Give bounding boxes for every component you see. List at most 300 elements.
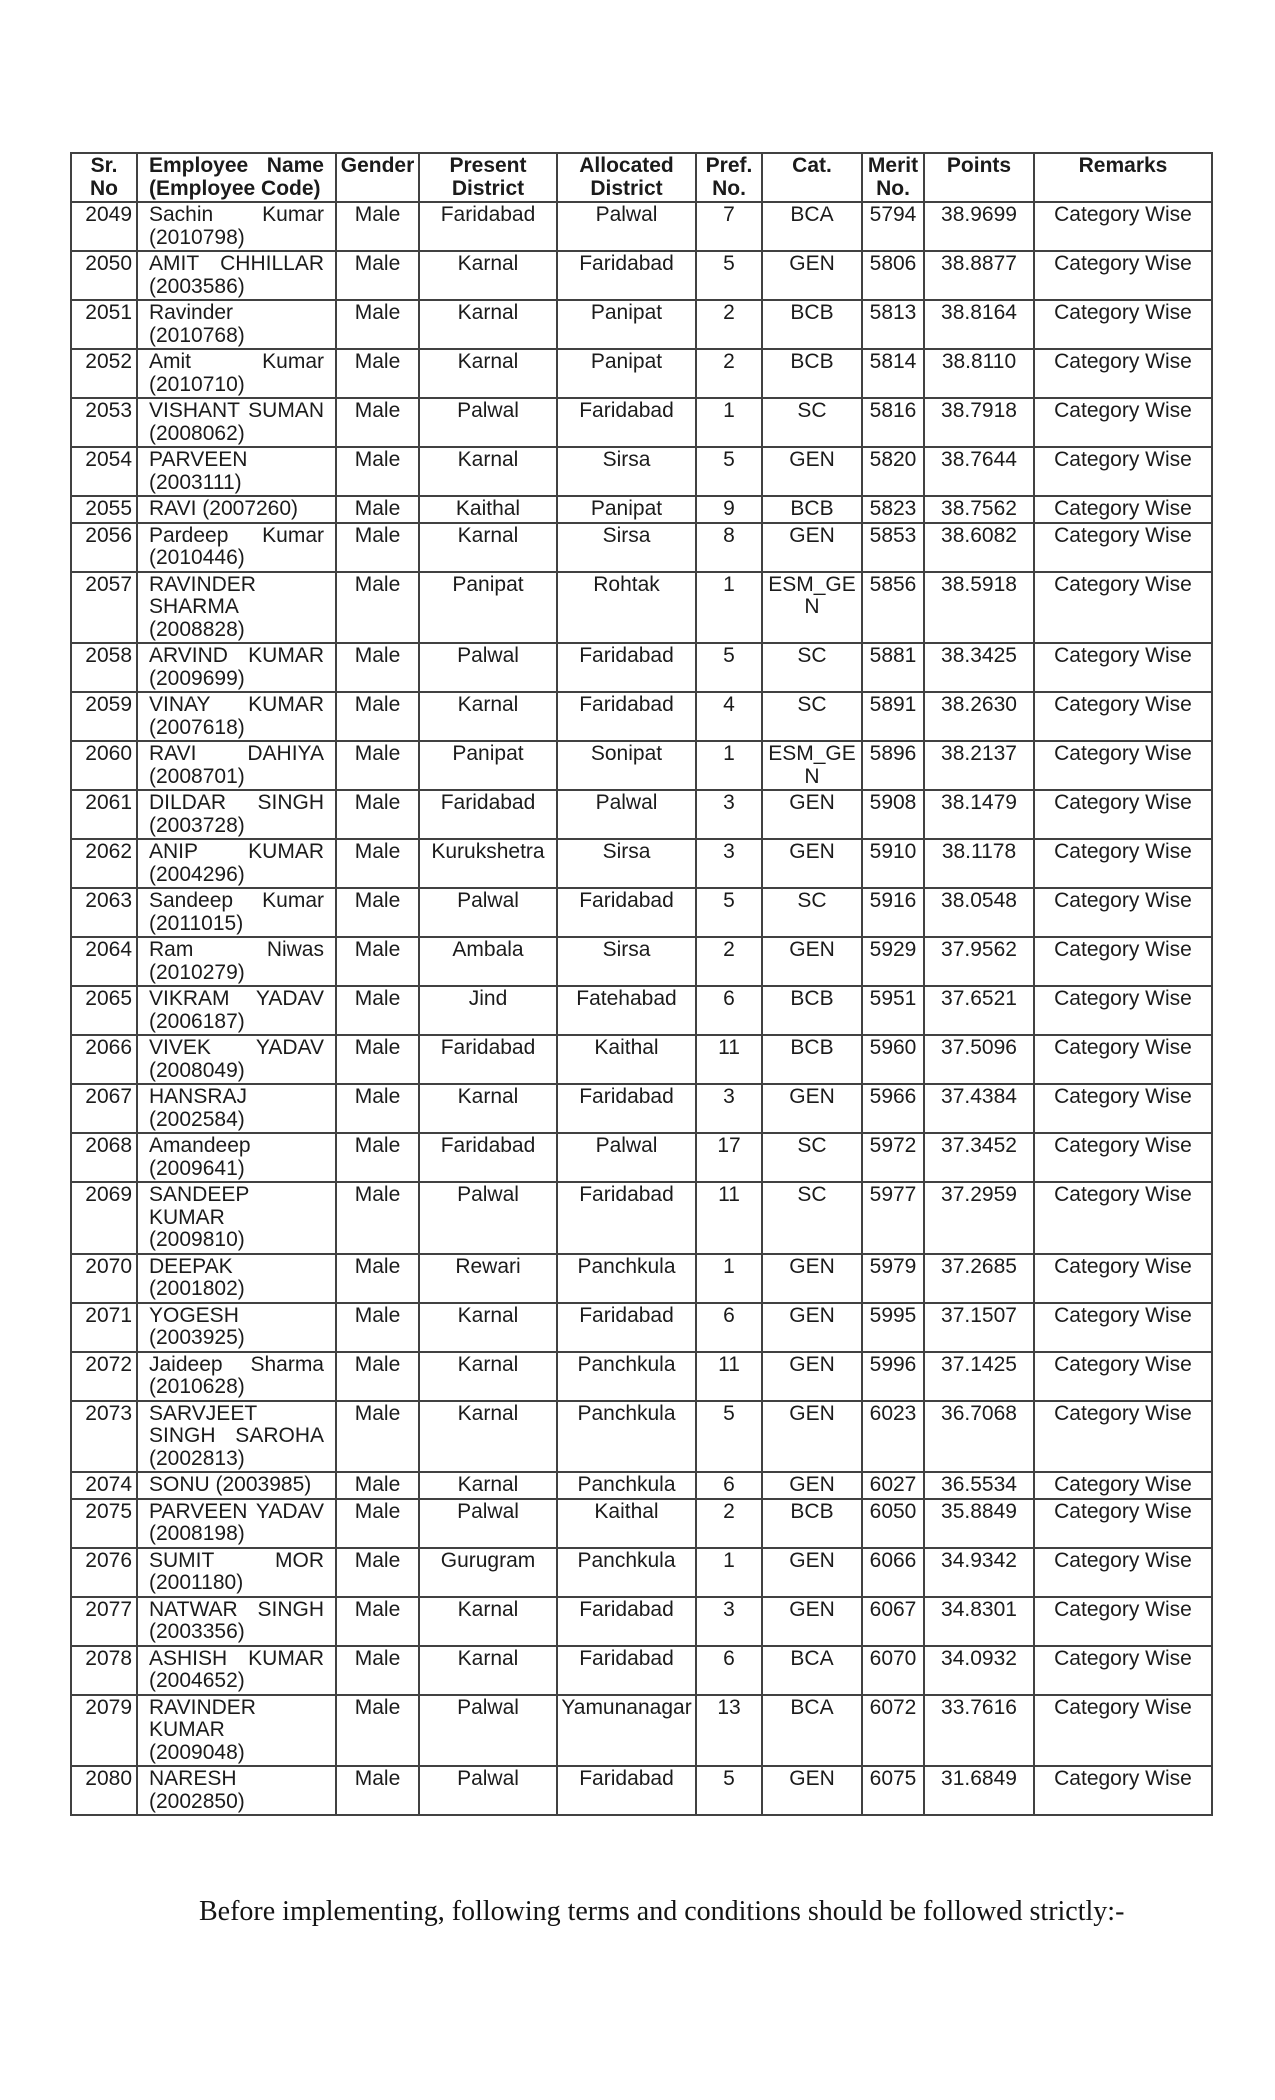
cell-merit-no: 6067 <box>862 1597 924 1646</box>
cell-present-district: Faridabad <box>419 1133 557 1182</box>
table-row <box>71 251 1212 300</box>
cell-remarks: Category Wise <box>1034 692 1212 741</box>
cell-cat: ESM_GEN <box>762 572 862 644</box>
cell-employee-name: SUMIT MOR (2001180) <box>137 1548 336 1597</box>
cell-present-district: Palwal <box>419 643 557 692</box>
cell-gender: Male <box>336 1499 419 1548</box>
cell-points: 38.7644 <box>924 447 1034 496</box>
cell-gender: Male <box>336 398 419 447</box>
cell-gender: Male <box>336 251 419 300</box>
cell-employee-name: VIKRAM YADAV (2006187) <box>137 986 336 1035</box>
cell-cat: GEN <box>762 839 862 888</box>
cell-sr-no: 2066 <box>71 1035 137 1084</box>
cell-sr-no: 2070 <box>71 1254 137 1303</box>
cell-gender: Male <box>336 523 419 572</box>
header-gender: Gender <box>336 153 419 202</box>
table-row <box>71 790 1212 839</box>
cell-present-district: Panipat <box>419 572 557 644</box>
cell-present-district: Faridabad <box>419 202 557 251</box>
cell-allocated-district: Palwal <box>557 202 696 251</box>
cell-gender: Male <box>336 1646 419 1695</box>
cell-sr-no: 2055 <box>71 496 137 523</box>
cell-cat: BCB <box>762 496 862 523</box>
cell-merit-no: 5896 <box>862 741 924 790</box>
cell-points: 38.7562 <box>924 496 1034 523</box>
cell-allocated-district: Panchkula <box>557 1254 696 1303</box>
cell-sr-no: 2074 <box>71 1472 137 1499</box>
cell-gender: Male <box>336 1133 419 1182</box>
cell-allocated-district: Faridabad <box>557 1303 696 1352</box>
cell-allocated-district: Palwal <box>557 790 696 839</box>
cell-pref-no: 5 <box>696 447 762 496</box>
cell-merit-no: 6023 <box>862 1401 924 1473</box>
cell-merit-no: 5820 <box>862 447 924 496</box>
cell-present-district: Karnal <box>419 300 557 349</box>
cell-sr-no: 2054 <box>71 447 137 496</box>
cell-cat: BCA <box>762 1646 862 1695</box>
cell-points: 34.0932 <box>924 1646 1034 1695</box>
cell-present-district: Ambala <box>419 937 557 986</box>
cell-remarks: Category Wise <box>1034 496 1212 523</box>
cell-pref-no: 5 <box>696 643 762 692</box>
cell-cat: GEN <box>762 1472 862 1499</box>
cell-points: 34.9342 <box>924 1548 1034 1597</box>
cell-remarks: Category Wise <box>1034 447 1212 496</box>
cell-gender: Male <box>336 790 419 839</box>
cell-employee-name: SANDEEP KUMAR (2009810) <box>137 1182 336 1254</box>
cell-cat: GEN <box>762 937 862 986</box>
cell-employee-name: SONU (2003985) <box>137 1472 336 1499</box>
cell-employee-name: RAVINDER SHARMA (2008828) <box>137 572 336 644</box>
cell-pref-no: 3 <box>696 790 762 839</box>
cell-pref-no: 6 <box>696 1646 762 1695</box>
cell-sr-no: 2059 <box>71 692 137 741</box>
cell-merit-no: 6066 <box>862 1548 924 1597</box>
table-row <box>71 839 1212 888</box>
cell-remarks: Category Wise <box>1034 1182 1212 1254</box>
cell-pref-no: 6 <box>696 986 762 1035</box>
cell-cat: GEN <box>762 1766 862 1815</box>
header-merit-no: Merit No. <box>862 153 924 202</box>
cell-points: 38.8110 <box>924 349 1034 398</box>
cell-employee-name: SARVJEET SINGH SAROHA (2002813) <box>137 1401 336 1473</box>
cell-pref-no: 7 <box>696 202 762 251</box>
cell-remarks: Category Wise <box>1034 790 1212 839</box>
cell-cat: GEN <box>762 1303 862 1352</box>
cell-employee-name: HANSRAJ (2002584) <box>137 1084 336 1133</box>
cell-sr-no: 2078 <box>71 1646 137 1695</box>
cell-points: 37.6521 <box>924 986 1034 1035</box>
cell-allocated-district: Yamunanagar <box>557 1695 696 1767</box>
cell-merit-no: 5979 <box>862 1254 924 1303</box>
cell-merit-no: 5853 <box>862 523 924 572</box>
cell-employee-name: ANIP KUMAR (2004296) <box>137 839 336 888</box>
cell-remarks: Category Wise <box>1034 1499 1212 1548</box>
cell-sr-no: 2052 <box>71 349 137 398</box>
cell-points: 38.1479 <box>924 790 1034 839</box>
cell-present-district: Karnal <box>419 1597 557 1646</box>
table-row <box>71 1133 1212 1182</box>
cell-employee-name: RAVI DAHIYA (2008701) <box>137 741 336 790</box>
cell-pref-no: 8 <box>696 523 762 572</box>
cell-merit-no: 5929 <box>862 937 924 986</box>
cell-points: 38.2630 <box>924 692 1034 741</box>
cell-sr-no: 2063 <box>71 888 137 937</box>
cell-gender: Male <box>336 300 419 349</box>
cell-gender: Male <box>336 1766 419 1815</box>
cell-gender: Male <box>336 202 419 251</box>
cell-merit-no: 6070 <box>862 1646 924 1695</box>
cell-employee-name: Jaideep Sharma (2010628) <box>137 1352 336 1401</box>
cell-pref-no: 5 <box>696 888 762 937</box>
cell-pref-no: 3 <box>696 1597 762 1646</box>
table-row <box>71 1401 1212 1473</box>
cell-pref-no: 11 <box>696 1035 762 1084</box>
cell-present-district: Rewari <box>419 1254 557 1303</box>
cell-merit-no: 5881 <box>862 643 924 692</box>
table-row <box>71 1548 1212 1597</box>
cell-merit-no: 6027 <box>862 1472 924 1499</box>
cell-allocated-district: Panchkula <box>557 1548 696 1597</box>
cell-present-district: Kaithal <box>419 496 557 523</box>
cell-cat: BCB <box>762 986 862 1035</box>
header-allocated-district: Allocated District <box>557 153 696 202</box>
cell-sr-no: 2056 <box>71 523 137 572</box>
cell-pref-no: 2 <box>696 300 762 349</box>
cell-gender: Male <box>336 1548 419 1597</box>
table-header <box>71 153 1212 202</box>
cell-gender: Male <box>336 1401 419 1473</box>
cell-allocated-district: Faridabad <box>557 692 696 741</box>
cell-points: 33.7616 <box>924 1695 1034 1767</box>
cell-merit-no: 5977 <box>862 1182 924 1254</box>
cell-points: 38.0548 <box>924 888 1034 937</box>
cell-allocated-district: Sonipat <box>557 741 696 790</box>
allocation-table <box>70 152 1213 1816</box>
cell-employee-name: VINAY KUMAR (2007618) <box>137 692 336 741</box>
cell-employee-name: Amit Kumar (2010710) <box>137 349 336 398</box>
cell-remarks: Category Wise <box>1034 572 1212 644</box>
cell-merit-no: 6050 <box>862 1499 924 1548</box>
cell-pref-no: 3 <box>696 1084 762 1133</box>
cell-cat: SC <box>762 1133 862 1182</box>
cell-pref-no: 6 <box>696 1472 762 1499</box>
cell-cat: BCB <box>762 300 862 349</box>
cell-pref-no: 4 <box>696 692 762 741</box>
cell-present-district: Karnal <box>419 1472 557 1499</box>
cell-allocated-district: Panchkula <box>557 1352 696 1401</box>
cell-employee-name: Pardeep Kumar (2010446) <box>137 523 336 572</box>
cell-pref-no: 11 <box>696 1182 762 1254</box>
table-row <box>71 888 1212 937</box>
cell-employee-name: PARVEEN YADAV (2008198) <box>137 1499 336 1548</box>
cell-allocated-district: Sirsa <box>557 937 696 986</box>
cell-merit-no: 5972 <box>862 1133 924 1182</box>
table-row <box>71 1646 1212 1695</box>
cell-pref-no: 5 <box>696 1766 762 1815</box>
cell-allocated-district: Panchkula <box>557 1472 696 1499</box>
cell-merit-no: 6072 <box>862 1695 924 1767</box>
cell-merit-no: 5856 <box>862 572 924 644</box>
cell-present-district: Palwal <box>419 888 557 937</box>
cell-employee-name: RAVI (2007260) <box>137 496 336 523</box>
cell-pref-no: 1 <box>696 741 762 790</box>
cell-allocated-district: Kaithal <box>557 1499 696 1548</box>
cell-present-district: Faridabad <box>419 1035 557 1084</box>
cell-sr-no: 2077 <box>71 1597 137 1646</box>
cell-cat: GEN <box>762 1597 862 1646</box>
table-row <box>71 1499 1212 1548</box>
cell-merit-no: 5814 <box>862 349 924 398</box>
cell-employee-name: VIVEK YADAV (2008049) <box>137 1035 336 1084</box>
cell-pref-no: 3 <box>696 839 762 888</box>
cell-cat: BCB <box>762 349 862 398</box>
cell-gender: Male <box>336 643 419 692</box>
cell-gender: Male <box>336 839 419 888</box>
table-header-row <box>71 153 1212 202</box>
cell-present-district: Gurugram <box>419 1548 557 1597</box>
cell-merit-no: 5960 <box>862 1035 924 1084</box>
cell-remarks: Category Wise <box>1034 1472 1212 1499</box>
table-row <box>71 1254 1212 1303</box>
cell-points: 37.2685 <box>924 1254 1034 1303</box>
cell-points: 37.1507 <box>924 1303 1034 1352</box>
cell-remarks: Category Wise <box>1034 1352 1212 1401</box>
table-row <box>71 1695 1212 1767</box>
cell-points: 38.3425 <box>924 643 1034 692</box>
cell-cat: GEN <box>762 447 862 496</box>
cell-present-district: Karnal <box>419 1646 557 1695</box>
cell-sr-no: 2071 <box>71 1303 137 1352</box>
cell-sr-no: 2076 <box>71 1548 137 1597</box>
cell-remarks: Category Wise <box>1034 523 1212 572</box>
cell-remarks: Category Wise <box>1034 643 1212 692</box>
cell-remarks: Category Wise <box>1034 1133 1212 1182</box>
cell-remarks: Category Wise <box>1034 202 1212 251</box>
cell-pref-no: 17 <box>696 1133 762 1182</box>
cell-allocated-district: Faridabad <box>557 643 696 692</box>
cell-gender: Male <box>336 888 419 937</box>
cell-remarks: Category Wise <box>1034 741 1212 790</box>
cell-points: 37.9562 <box>924 937 1034 986</box>
cell-employee-name: DILDAR SINGH (2003728) <box>137 790 336 839</box>
table-row <box>71 523 1212 572</box>
table-row <box>71 349 1212 398</box>
terms-intro-paragraph: Before implementing, following terms and conditions should be followed strictly:- <box>199 1896 1125 1927</box>
cell-sr-no: 2050 <box>71 251 137 300</box>
cell-employee-name: Sandeep Kumar (2011015) <box>137 888 336 937</box>
cell-gender: Male <box>336 1472 419 1499</box>
cell-remarks: Category Wise <box>1034 1084 1212 1133</box>
cell-allocated-district: Faridabad <box>557 1182 696 1254</box>
cell-remarks: Category Wise <box>1034 1303 1212 1352</box>
cell-allocated-district: Faridabad <box>557 398 696 447</box>
table-row <box>71 202 1212 251</box>
cell-merit-no: 5816 <box>862 398 924 447</box>
cell-cat: SC <box>762 692 862 741</box>
cell-points: 38.9699 <box>924 202 1034 251</box>
cell-cat: ESM_GEN <box>762 741 862 790</box>
cell-sr-no: 2073 <box>71 1401 137 1473</box>
cell-allocated-district: Kaithal <box>557 1035 696 1084</box>
cell-pref-no: 2 <box>696 937 762 986</box>
cell-merit-no: 5813 <box>862 300 924 349</box>
cell-sr-no: 2058 <box>71 643 137 692</box>
table-row <box>71 572 1212 644</box>
cell-cat: GEN <box>762 790 862 839</box>
cell-employee-name: PARVEEN (2003111) <box>137 447 336 496</box>
cell-remarks: Category Wise <box>1034 986 1212 1035</box>
cell-merit-no: 6075 <box>862 1766 924 1815</box>
cell-gender: Male <box>336 447 419 496</box>
cell-present-district: Karnal <box>419 1303 557 1352</box>
table-row <box>71 1182 1212 1254</box>
table-row <box>71 1303 1212 1352</box>
cell-pref-no: 5 <box>696 251 762 300</box>
cell-points: 34.8301 <box>924 1597 1034 1646</box>
cell-pref-no: 1 <box>696 1548 762 1597</box>
cell-employee-name: VISHANT SUMAN (2008062) <box>137 398 336 447</box>
cell-points: 35.8849 <box>924 1499 1034 1548</box>
table-row <box>71 1472 1212 1499</box>
table-row <box>71 741 1212 790</box>
cell-remarks: Category Wise <box>1034 1401 1212 1473</box>
cell-present-district: Palwal <box>419 1499 557 1548</box>
cell-remarks: Category Wise <box>1034 888 1212 937</box>
cell-cat: BCA <box>762 1695 862 1767</box>
cell-sr-no: 2060 <box>71 741 137 790</box>
cell-allocated-district: Faridabad <box>557 1646 696 1695</box>
cell-pref-no: 6 <box>696 1303 762 1352</box>
cell-employee-name: DEEPAK (2001802) <box>137 1254 336 1303</box>
cell-present-district: Karnal <box>419 447 557 496</box>
cell-gender: Male <box>336 1182 419 1254</box>
cell-gender: Male <box>336 1597 419 1646</box>
cell-allocated-district: Faridabad <box>557 1766 696 1815</box>
cell-merit-no: 5823 <box>862 496 924 523</box>
table-row <box>71 643 1212 692</box>
cell-allocated-district: Panipat <box>557 496 696 523</box>
cell-remarks: Category Wise <box>1034 1646 1212 1695</box>
header-sr-no: Sr. No <box>71 153 137 202</box>
cell-cat: GEN <box>762 1084 862 1133</box>
table-row <box>71 300 1212 349</box>
cell-allocated-district: Faridabad <box>557 1597 696 1646</box>
cell-pref-no: 11 <box>696 1352 762 1401</box>
cell-pref-no: 2 <box>696 349 762 398</box>
cell-cat: GEN <box>762 1401 862 1473</box>
cell-gender: Male <box>336 1352 419 1401</box>
header-pref-no: Pref. No. <box>696 153 762 202</box>
cell-present-district: Karnal <box>419 692 557 741</box>
table-row <box>71 692 1212 741</box>
cell-sr-no: 2065 <box>71 986 137 1035</box>
cell-employee-name: ASHISH KUMAR (2004652) <box>137 1646 336 1695</box>
cell-points: 38.7918 <box>924 398 1034 447</box>
cell-merit-no: 5806 <box>862 251 924 300</box>
cell-points: 31.6849 <box>924 1766 1034 1815</box>
cell-remarks: Category Wise <box>1034 937 1212 986</box>
cell-present-district: Palwal <box>419 1182 557 1254</box>
cell-present-district: Karnal <box>419 349 557 398</box>
cell-allocated-district: Palwal <box>557 1133 696 1182</box>
cell-present-district: Faridabad <box>419 790 557 839</box>
cell-pref-no: 13 <box>696 1695 762 1767</box>
table-row <box>71 496 1212 523</box>
cell-allocated-district: Sirsa <box>557 447 696 496</box>
cell-remarks: Category Wise <box>1034 839 1212 888</box>
cell-cat: GEN <box>762 251 862 300</box>
cell-employee-name: Ram Niwas (2010279) <box>137 937 336 986</box>
cell-sr-no: 2049 <box>71 202 137 251</box>
cell-allocated-district: Faridabad <box>557 251 696 300</box>
cell-merit-no: 5910 <box>862 839 924 888</box>
table-row <box>71 398 1212 447</box>
cell-allocated-district: Faridabad <box>557 1084 696 1133</box>
cell-pref-no: 5 <box>696 1401 762 1473</box>
header-remarks: Remarks <box>1034 153 1212 202</box>
cell-remarks: Category Wise <box>1034 1766 1212 1815</box>
cell-pref-no: 9 <box>696 496 762 523</box>
cell-remarks: Category Wise <box>1034 398 1212 447</box>
header-employee-name: Employee Name (Employee Code) <box>137 153 336 202</box>
cell-sr-no: 2072 <box>71 1352 137 1401</box>
cell-remarks: Category Wise <box>1034 251 1212 300</box>
cell-present-district: Palwal <box>419 398 557 447</box>
table-row <box>71 447 1212 496</box>
cell-present-district: Karnal <box>419 523 557 572</box>
header-points: Points <box>924 153 1034 202</box>
cell-employee-name: NATWAR SINGH (2003356) <box>137 1597 336 1646</box>
cell-merit-no: 5908 <box>862 790 924 839</box>
cell-cat: BCB <box>762 1499 862 1548</box>
cell-gender: Male <box>336 1254 419 1303</box>
cell-sr-no: 2075 <box>71 1499 137 1548</box>
cell-cat: SC <box>762 888 862 937</box>
cell-sr-no: 2062 <box>71 839 137 888</box>
cell-gender: Male <box>336 496 419 523</box>
cell-sr-no: 2051 <box>71 300 137 349</box>
cell-gender: Male <box>336 1035 419 1084</box>
table-row <box>71 1352 1212 1401</box>
cell-merit-no: 5951 <box>862 986 924 1035</box>
cell-remarks: Category Wise <box>1034 300 1212 349</box>
cell-points: 37.3452 <box>924 1133 1034 1182</box>
cell-allocated-district: Faridabad <box>557 888 696 937</box>
cell-sr-no: 2068 <box>71 1133 137 1182</box>
cell-cat: BCA <box>762 202 862 251</box>
table-row <box>71 1766 1212 1815</box>
cell-points: 38.8877 <box>924 251 1034 300</box>
cell-gender: Male <box>336 1303 419 1352</box>
cell-points: 38.8164 <box>924 300 1034 349</box>
cell-allocated-district: Fatehabad <box>557 986 696 1035</box>
cell-sr-no: 2053 <box>71 398 137 447</box>
cell-cat: GEN <box>762 1548 862 1597</box>
table-row <box>71 937 1212 986</box>
table-body <box>71 202 1212 1815</box>
cell-sr-no: 2057 <box>71 572 137 644</box>
cell-gender: Male <box>336 692 419 741</box>
cell-present-district: Palwal <box>419 1695 557 1767</box>
cell-sr-no: 2069 <box>71 1182 137 1254</box>
cell-points: 37.1425 <box>924 1352 1034 1401</box>
header-present-district: Present District <box>419 153 557 202</box>
cell-cat: SC <box>762 643 862 692</box>
cell-gender: Male <box>336 741 419 790</box>
cell-employee-name: YOGESH (2003925) <box>137 1303 336 1352</box>
header-cat: Cat. <box>762 153 862 202</box>
